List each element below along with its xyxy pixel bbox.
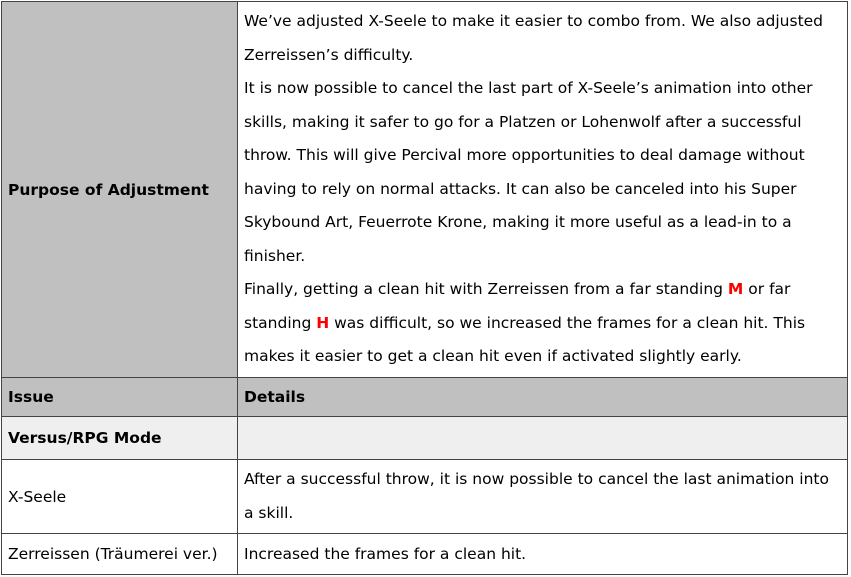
purpose-paragraph-3 xyxy=(244,273,842,374)
issue-cell: Zerreissen (Träumerei ver.) xyxy=(2,534,238,574)
adjustment-table xyxy=(1,1,848,575)
purpose-paragraph-2: It is now possible to cancel the last part of X-Seele’s animation into other skills, making it safer to go for a Platzen or Lohenwolf after a successful throw. This will give Percival more opportunities to deal damage without having to rely on normal attacks. It can also be canceled into his Super Skybound Art, Feuerrote Krone, making it more useful as a lead-in to a finisher. xyxy=(244,79,813,265)
table-row xyxy=(2,533,847,574)
purpose-row xyxy=(2,2,847,377)
mode-label: Versus/RPG Mode xyxy=(2,417,238,459)
mode-row xyxy=(2,416,847,459)
button-m-label: M xyxy=(727,280,744,299)
details-text: After a successful throw, it is now possible to cancel the last animation into a skill. xyxy=(244,470,829,522)
mode-details-empty xyxy=(238,417,847,459)
purpose-paragraph-1: We’ve adjusted X-Seele to make it easier to combo from. We also adjusted Zerreissen’s difficulty. xyxy=(244,12,824,64)
details-cell: Increased the frames for a clean hit. xyxy=(244,545,527,563)
details-header: Details xyxy=(238,378,847,416)
table-row xyxy=(2,459,847,533)
purpose-label: Purpose of Adjustment xyxy=(2,2,238,377)
header-row xyxy=(2,377,847,416)
issue-header: Issue xyxy=(2,378,238,416)
details-cell xyxy=(238,460,847,533)
purpose-details xyxy=(238,2,847,377)
purpose-p3-part-c: was difficult, so we increased the frames for a clean hit. This makes it easier to get a clean hit even if activated slightly early. xyxy=(244,313,806,366)
purpose-p3-part-a: Finally, getting a clean hit with Zerreissen from a far standing xyxy=(244,280,728,299)
issue-cell: X-Seele xyxy=(2,460,238,533)
purpose-p3-part-b: or far standing xyxy=(244,280,791,332)
button-h-label: H xyxy=(316,313,330,332)
